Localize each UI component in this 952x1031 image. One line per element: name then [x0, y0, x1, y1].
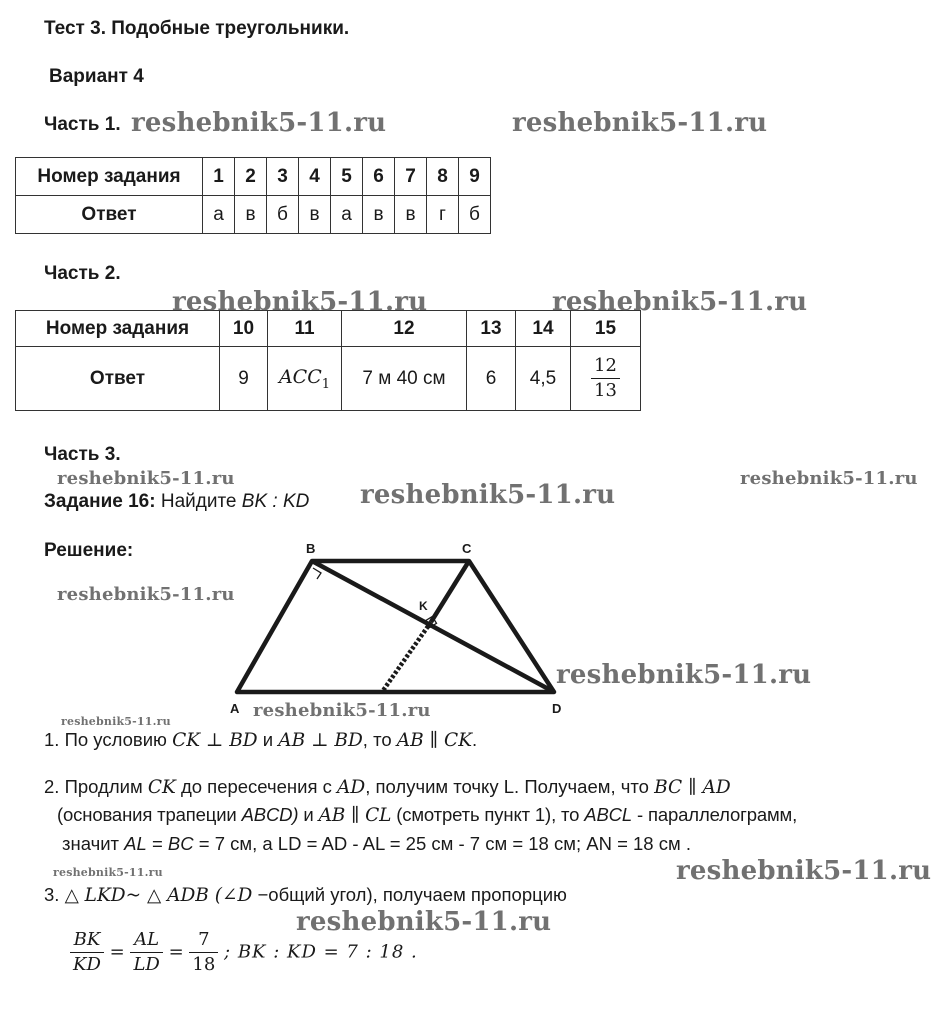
step2-math: BC ∥ AD	[654, 777, 731, 798]
watermark: reshebnik5-11.ru	[360, 480, 616, 510]
fraction-numerator: 7	[189, 928, 218, 953]
fraction-denominator: LD	[133, 954, 160, 975]
part2-row-header: Номер задания	[16, 311, 220, 347]
fraction-bk-kd	[70, 928, 104, 977]
task-number: 2	[235, 158, 267, 196]
part1-heading: Часть 1.	[44, 114, 121, 135]
label-c: C	[462, 541, 472, 556]
part1-table	[15, 157, 491, 234]
step3-text: −общий угол), получаем пропорцию	[252, 884, 567, 905]
step1-line	[44, 729, 477, 751]
step1-text: .	[472, 729, 478, 750]
step3-line	[44, 884, 567, 906]
part1-answer-header: Ответ	[16, 196, 203, 234]
step1-text: и	[257, 729, 279, 750]
step2-text: 2. Продлим	[44, 776, 148, 797]
step2-line1	[44, 776, 731, 798]
fraction-denominator: 13	[594, 380, 617, 401]
answer-cell	[571, 347, 641, 411]
step2-text: (основания трапеции	[57, 804, 242, 825]
page-title: Тест 3. Подобные треугольники.	[44, 18, 350, 39]
step2-line3	[62, 833, 691, 855]
equals-sign: =	[168, 941, 184, 963]
answer-cell	[268, 347, 342, 411]
answer-cell: б	[459, 196, 491, 234]
watermark: reshebnik5-11.ru	[740, 468, 918, 489]
step2-line2	[57, 804, 797, 826]
watermark: reshebnik5-11.ru	[61, 715, 171, 728]
task-number: 15	[571, 311, 641, 347]
watermark: reshebnik5-11.ru	[556, 660, 812, 690]
step2-italic: AL	[124, 833, 147, 854]
step1-text: , то	[362, 729, 397, 750]
answer-cell: в	[395, 196, 427, 234]
task-number: 13	[467, 311, 516, 347]
step2-text: = 7 см, а LD = AD - AL = 25 см - 7 см = 18 см; AN = 18 см .	[193, 833, 691, 854]
step2-text: и	[298, 804, 319, 825]
task-number: 4	[299, 158, 331, 196]
equals-sign: =	[109, 941, 125, 963]
answer-cell: 4,5	[516, 347, 571, 411]
step2-text: (смотреть пункт 1), то	[391, 804, 585, 825]
answer-cell: а	[203, 196, 235, 234]
watermark: reshebnik5-11.ru	[57, 584, 235, 605]
answer-cell: в	[235, 196, 267, 234]
answer-cell: б	[267, 196, 299, 234]
watermark: reshebnik5-11.ru	[296, 907, 552, 937]
part2-table	[15, 310, 641, 411]
watermark: reshebnik5-11.ru	[552, 287, 808, 317]
label-k: K	[419, 599, 428, 613]
segment-ck	[431, 561, 469, 622]
task16-label: Задание 16:	[44, 491, 156, 512]
answer-cell: г	[427, 196, 459, 234]
task16-text: Найдите	[160, 491, 237, 512]
watermark: reshebnik5-11.ru	[53, 866, 163, 879]
solution-label: Решение:	[44, 540, 134, 561]
answer-cell: в	[299, 196, 331, 234]
part2-answer-header: Ответ	[16, 347, 220, 411]
task16-line	[44, 491, 309, 513]
fraction-answer	[591, 354, 620, 403]
answer-cell: а	[331, 196, 363, 234]
fraction-numerator: AL	[130, 928, 162, 953]
task-number: 7	[395, 158, 427, 196]
task-number: 6	[363, 158, 395, 196]
step2-text: до пересечения с	[175, 776, 338, 797]
answer-cell: в	[363, 196, 395, 234]
fraction-numerator: BK	[70, 928, 104, 953]
watermark: reshebnik5-11.ru	[512, 108, 768, 138]
label-d: D	[552, 701, 562, 716]
label-a: A	[230, 701, 240, 716]
task-number: 1	[203, 158, 235, 196]
trapezoid-figure	[220, 535, 580, 720]
task-number: 12	[342, 311, 467, 347]
step2-math: CK	[147, 777, 176, 798]
step2-text: =	[146, 833, 168, 854]
step3-math: △ LKD~ △ ADB (∠D	[64, 885, 253, 906]
task-number: 5	[331, 158, 363, 196]
part1-row-header: Номер задания	[16, 158, 203, 196]
step1-text: 1. По условию	[44, 729, 173, 750]
step1-math: AB ∥ CK	[396, 730, 473, 751]
step2-text: , получим точку L. Получаем, что	[365, 776, 655, 797]
fraction-denominator: 18	[192, 954, 216, 975]
step2-text: значит	[62, 833, 125, 854]
answer-cell: 6	[467, 347, 516, 411]
variant-label: Вариант 4	[49, 66, 144, 87]
step2-math: AD	[337, 777, 366, 798]
step2-text: - параллелограмм,	[632, 804, 798, 825]
task-number: 11	[268, 311, 342, 347]
task-number: 10	[220, 311, 268, 347]
segment-kl-dashed	[382, 622, 431, 692]
label-b: B	[306, 541, 316, 556]
part2-heading: Часть 2.	[44, 263, 121, 284]
answer-cell: 7 м 40 см	[342, 347, 467, 411]
acc-subscript: 1	[321, 376, 331, 392]
task-number: 14	[516, 311, 571, 347]
fraction-al-ld	[130, 928, 162, 977]
watermark: reshebnik5-11.ru	[253, 700, 431, 721]
task-number: 9	[459, 158, 491, 196]
watermark: reshebnik5-11.ru	[57, 468, 235, 489]
task-number: 3	[267, 158, 299, 196]
fraction-7-18	[189, 928, 218, 977]
step2-italic: ABCL	[584, 804, 633, 825]
diagonal-bd	[312, 561, 554, 692]
acc-expression: ACC	[278, 365, 322, 388]
part3-heading: Часть 3.	[44, 444, 121, 465]
fraction-numerator: 12	[591, 354, 620, 379]
step1-math: AB ⊥ BD	[278, 730, 363, 751]
step2-math: AB ∥ CL	[318, 805, 392, 826]
task16-expression: BK : KD	[241, 491, 310, 512]
step2-italic: BC	[167, 833, 194, 854]
fraction-denominator: KD	[73, 954, 101, 975]
right-angle-mark-b	[313, 568, 321, 579]
step3-text: 3.	[44, 884, 65, 905]
watermark: reshebnik5-11.ru	[172, 287, 428, 317]
step2-italic: ABCD)	[241, 804, 299, 825]
watermark: reshebnik5-11.ru	[676, 856, 932, 886]
watermark: reshebnik5-11.ru	[131, 108, 387, 138]
answer-cell: 9	[220, 347, 268, 411]
step1-math: CK ⊥ BD	[172, 730, 258, 751]
proportion-result: ; BK : KD = 7 : 18 .	[224, 941, 418, 963]
task-number: 8	[427, 158, 459, 196]
